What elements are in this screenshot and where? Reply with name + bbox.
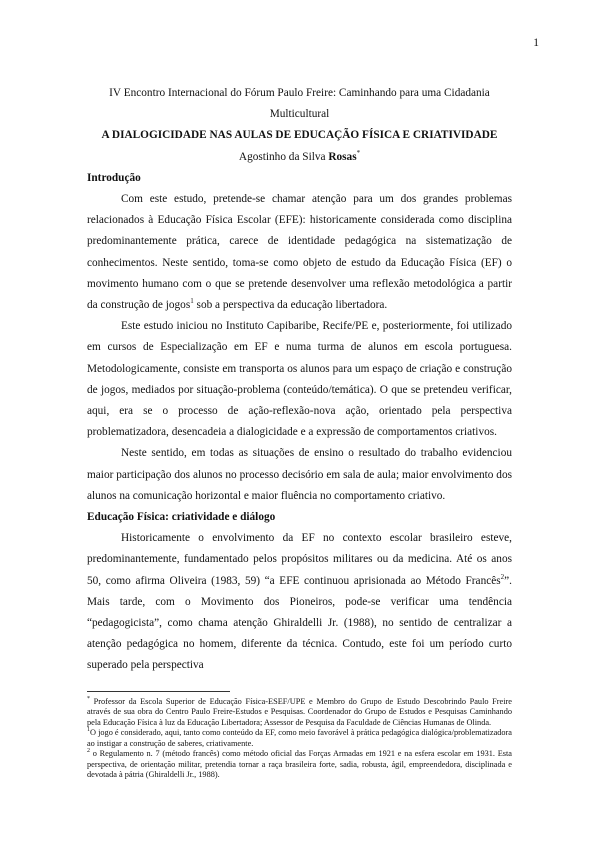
author-surname: Rosas bbox=[328, 150, 357, 163]
event-title-line-2: Multicultural bbox=[269, 108, 330, 121]
intro-paragraph-1 bbox=[87, 189, 512, 316]
footnote-1-text: O jogo é considerado, aqui, tanto como conteúdo da EF, como meio favorável à prática pedagógica dialógica/problematizadora ao instigar a construção de saberes, criativamente. bbox=[87, 728, 512, 748]
footnote-ref-1: 1 bbox=[190, 297, 194, 306]
intro-p1-text-b: sob a perspectiva da educação libertadora. bbox=[193, 299, 388, 312]
intro-p1-text-a: Com este estudo, pretende-se chamar atenção para um dos grandes problemas relacionados à Educação Física Escolar (EFE): historicamente considerada como disciplina predominantemente prática, carece de identidade pedagógica na sistematização de conhecimentos. Neste sentido, toma-se como objeto de estudo da Educação Física (EF) o movimento humano com o que se pretende desenvolver uma reflexão metodológica a partir da construção de jogos bbox=[87, 193, 512, 312]
footnote-author-text: Professor da Escola Superior de Educação Física-ESEF/UPE e Membro do Grupo de Estudo Descobrindo Paulo Freire através de sua obra do Centro Paulo Freire-Estudos e Pesquisas. Coordenador do Grupo de Estudos e Pesquisas Caminhando pela Educação Física à luz da Educação Libertadora; Assessor de Pesquisa da Faculdade de Ciências Humanas de Olinda. bbox=[87, 697, 512, 727]
author-footnote-mark: * bbox=[356, 148, 361, 157]
event-title-line-1: IV Encontro Internacional do Fórum Paulo Freire: Caminhando para uma Cidadania bbox=[109, 87, 490, 99]
footnote-separator bbox=[87, 691, 230, 692]
ef-paragraph-1 bbox=[87, 528, 512, 676]
intro-paragraph-3: Neste sentido, em todas as situações de ensino o resultado do trabalho evidenciou maior participação dos alunos no processo decisório em sala de aula; maior envolvimento dos alunos na comunicação horizontal e maior fluência no comportamento criativo. bbox=[87, 447, 512, 502]
footnotes bbox=[87, 697, 512, 781]
page-number: 1 bbox=[533, 37, 539, 49]
ef-p1-text-b: ”. Mais tarde, com o Movimento dos Pioneiros, pode-se verificar uma tendência “pedagogicista”, como chama atenção Ghiraldelli Jr. (1988), no sentido de centralizar a atenção pedagógica no homem, diferente da técnica. Contudo, este foi um período curto superado pela perspectiva bbox=[87, 574, 512, 672]
footnote-author bbox=[87, 697, 512, 728]
footnote-2 bbox=[87, 749, 512, 780]
footnote-2-text: o Regulamento n. 7 (método francês) como método oficial das Forças Armadas em 1921 e na esfera escolar em 1931. Esta perspectiva, de orientação militar, pretendia tornar a raça brasileira forte, sadia, robusta, ágil, empreendedora, disciplinada e devotada à pátria (Ghiraldelli Jr., 1988). bbox=[87, 749, 512, 780]
author-given-names: Agostinho da Silva bbox=[238, 150, 326, 163]
footnote-2-mark: 2 bbox=[87, 748, 90, 755]
footnote-author-mark: * bbox=[87, 696, 90, 703]
article-body bbox=[87, 83, 512, 677]
paper-title: A DIALOGICIDADE NAS AULAS DE EDUCAÇÃO FÍSICA E CRIATIVIDADE bbox=[101, 129, 498, 142]
intro-paragraph-2: Este estudo iniciou no Instituto Capibaribe, Recife/PE e, posteriormente, foi utilizado em cursos de Especialização em EF e numa turma de alunos em escola portuguesa. Metodologicamente, consiste em transporta os alunos para um espaço de criação e construção de jogos, mediados por situação-problema (conteúdo/temática). O que se pretendeu verificar, aqui, era se o processo de ação-reflexão-nova ação, orientado pela perspectiva problematizadora, desencadeia a dialogicidade e a expressão de comportamentos criativos. bbox=[87, 320, 512, 439]
section-heading-introduction: Introdução bbox=[87, 171, 141, 184]
footnote-ref-2: 2 bbox=[500, 572, 505, 581]
author-line bbox=[87, 147, 512, 168]
ef-p1-text-a: Historicamente o envolvimento da EF no contexto escolar brasileiro esteve, predominantemente, fundamentado pelos propósitos militares ou da medicina. Até os anos 50, como afirma Oliveira (1983, 59) “a EFE continuou aprisionada ao Método Francês bbox=[87, 532, 512, 587]
section-heading-educacao-fisica: Educação Física: criatividade e diálogo bbox=[87, 511, 276, 524]
footnote-1-mark: 1 bbox=[87, 727, 90, 734]
footnote-1 bbox=[87, 728, 512, 749]
